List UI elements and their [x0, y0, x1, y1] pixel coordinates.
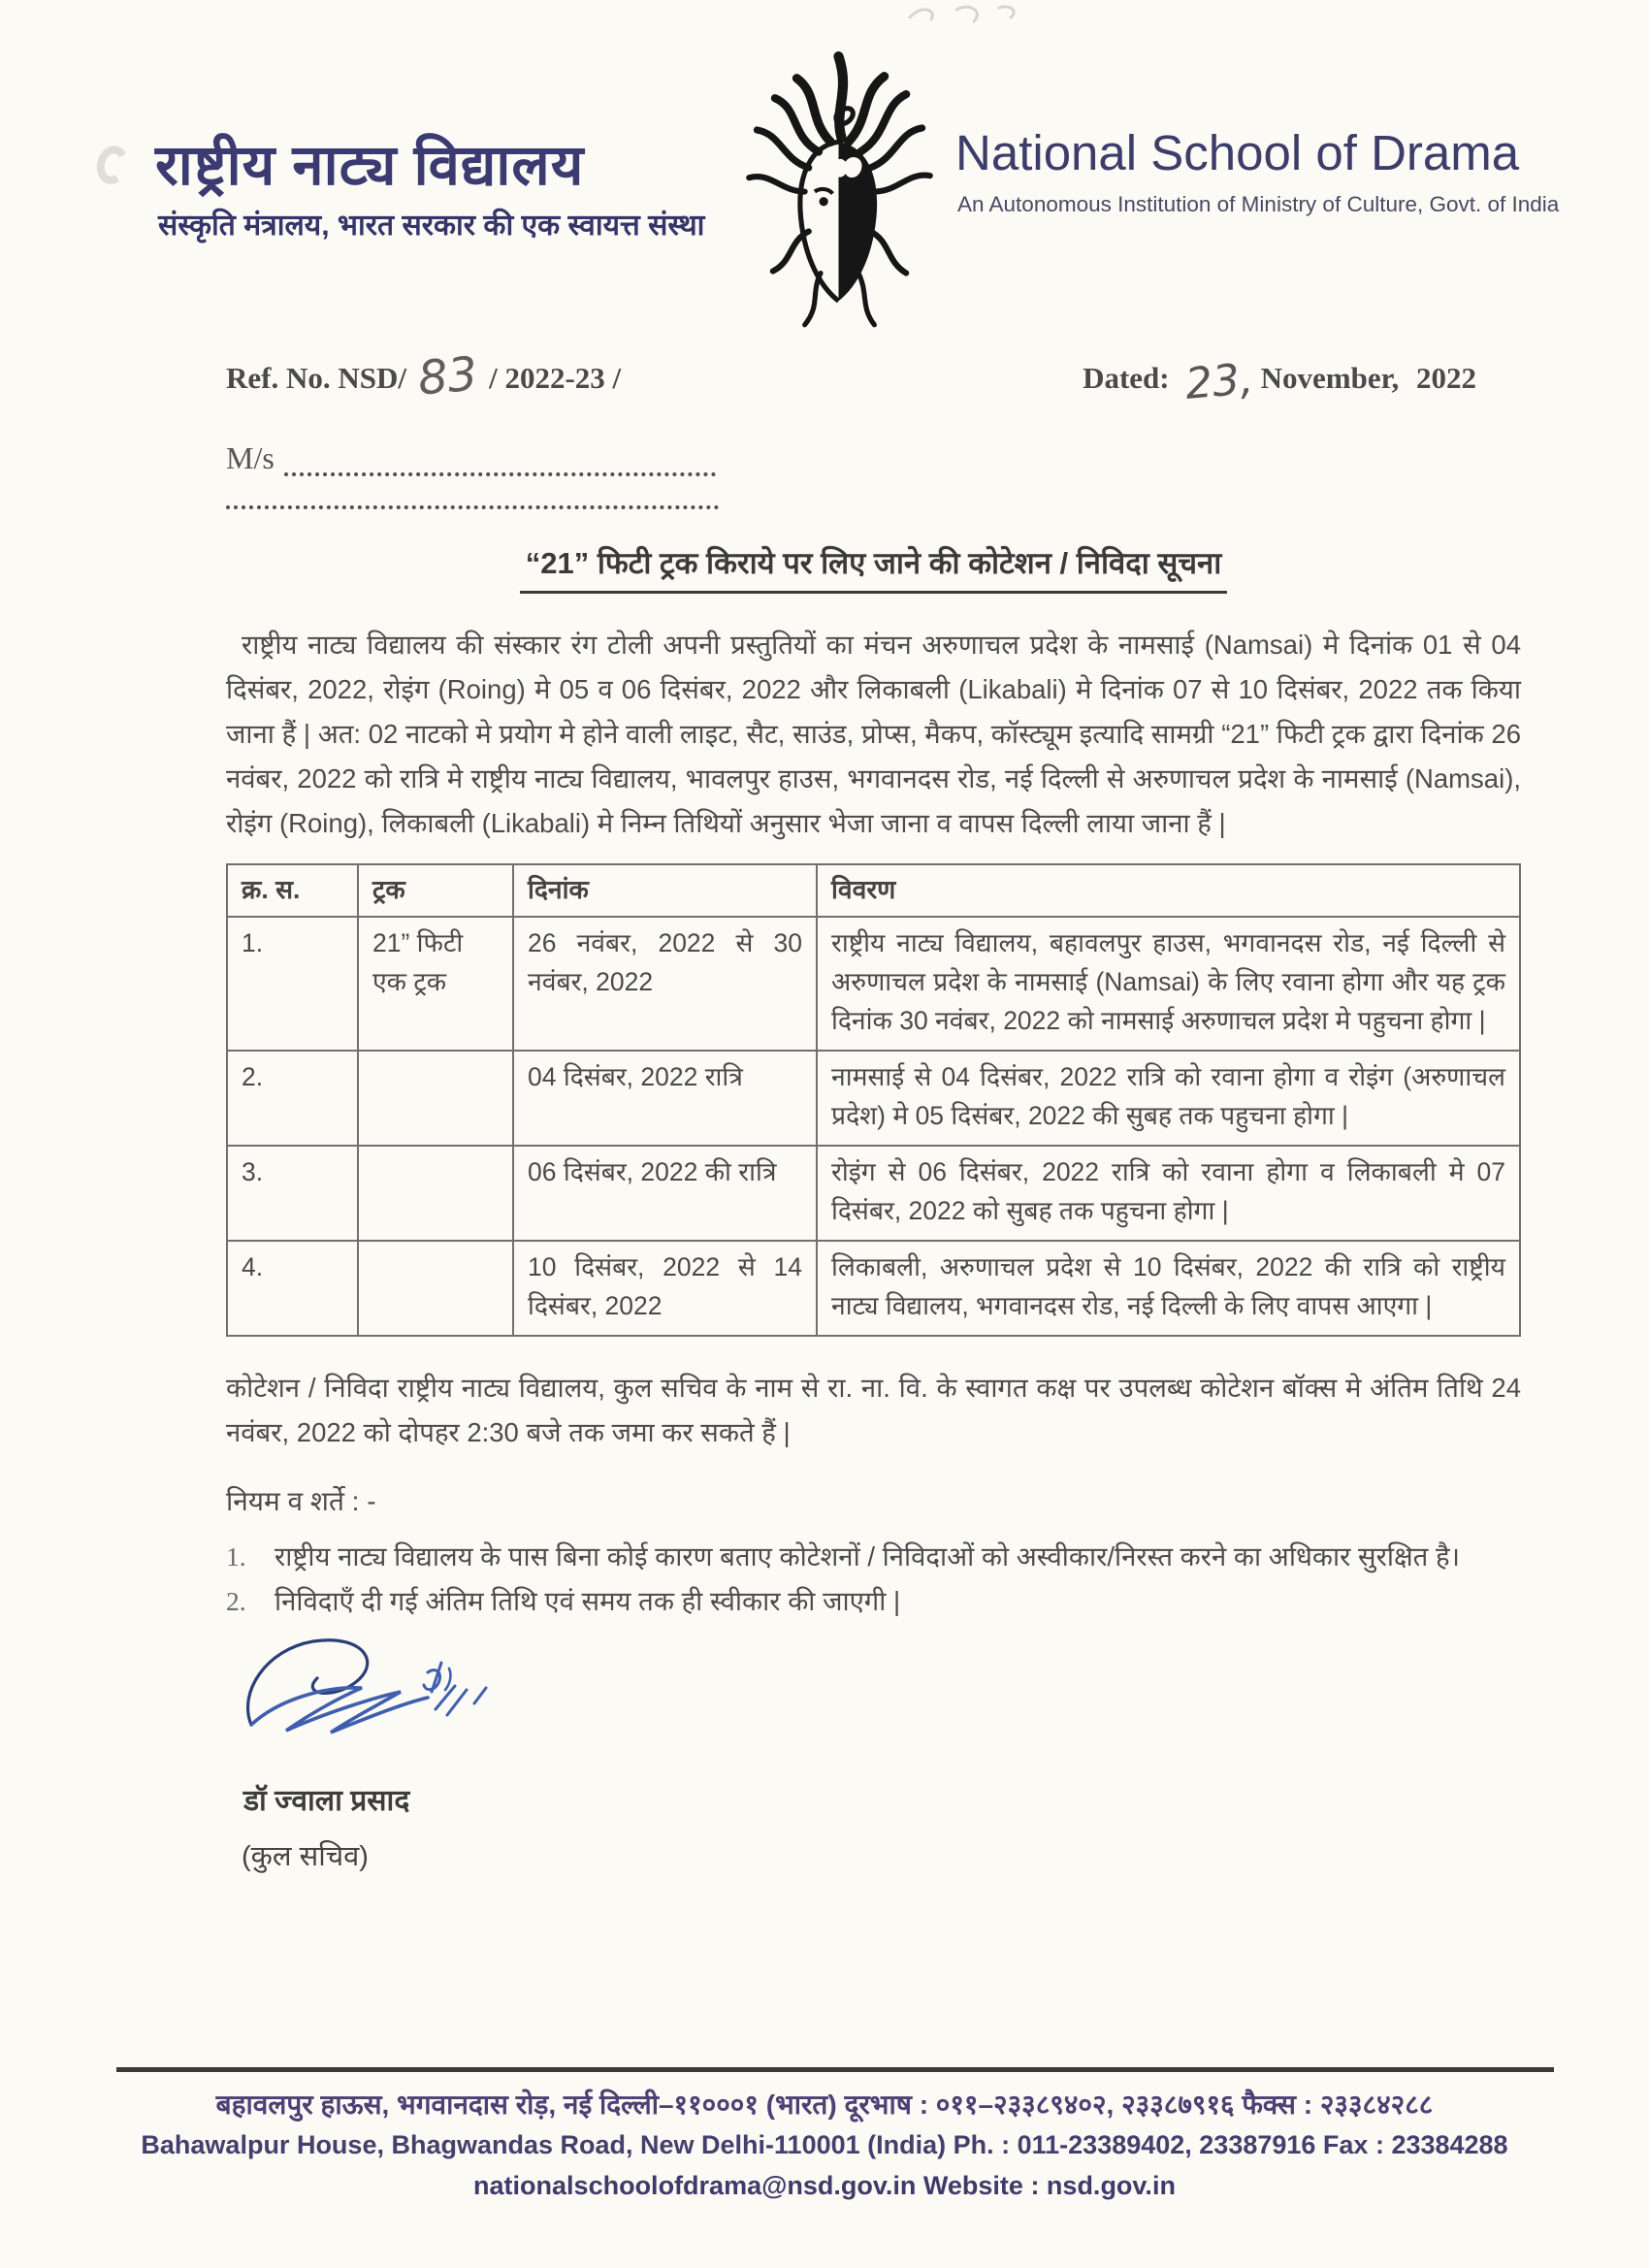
col-header-date: दिनांक: [513, 864, 817, 917]
scan-artifact-mark: [93, 143, 133, 188]
nsd-drama-mask-logo-icon: [739, 50, 938, 332]
list-item-number: 2.: [226, 1586, 246, 1616]
cell-sno: 3.: [227, 1146, 358, 1241]
table-row: [227, 1146, 1520, 1241]
signatory-name: डॉ ज्वाला प्रसाद: [243, 1785, 410, 1817]
ref-prefix: Ref. No. NSD/: [226, 361, 406, 395]
cell-details: लिकाबली, अरुणाचल प्रदेश से 10 दिसंबर, 2022 की रात्रि को राष्ट्रीय नाट्य विद्यालय, भगवानदस रोड, नई दिल्ली के लिए वापस आएगा |: [817, 1241, 1520, 1336]
footer-address-english: Bahawalpur House, Bhagwandas Road, New Delhi-110001 (India) Ph. : 011-23389402, 23387916 Fax : 23384288: [141, 2130, 1508, 2159]
list-item-number: 1.: [226, 1541, 246, 1571]
reference-row: [226, 346, 1521, 409]
submission-paragraph: कोटेशन / निविदा राष्ट्रीय नाट्य विद्यालय, कुल सचिव के नाम से रा. ना. वि. के स्वागत कक्ष पर उपलब्ध कोटेशन बॉक्स मे अंतिम तिथि 24 नवंबर, 2022 को दोपहर 2:30 बजे तक जमा कर सकते हैं |: [226, 1373, 1521, 1447]
addressee-line: [226, 440, 1521, 476]
ref-suffix: / 2022-23 /: [489, 361, 622, 395]
table-row: [227, 917, 1520, 1051]
notice-title: “21” फिटी ट्रक किराये पर लिए जाने की कोटेशन / निविदा सूचना: [520, 542, 1228, 594]
table-row: [227, 1241, 1520, 1336]
table-row: [227, 1051, 1520, 1146]
list-item: [226, 1535, 1521, 1579]
signature-block: [226, 1630, 1521, 1874]
reference-number: [226, 346, 622, 406]
footer-divider: [116, 2067, 1554, 2072]
footer-address-hindi: बहावलपुर हाऊस, भगवानदास रोड़, नई दिल्ली–११०००१ (भारत) दूरभाष : ०११–२३३८९४०२, २३३८७९१६ फैक्स : २३३८४२८८: [215, 2090, 1434, 2120]
pen-scribble-artifact: [902, 0, 1038, 25]
cell-details: रोइंग से 06 दिसंबर, 2022 रात्रि को रवाना होगा व लिकाबली मे 07 दिसंबर, 2022 को सुबह तक पहुचना होगा |: [817, 1146, 1520, 1241]
footer-email-website: nationalschoolofdrama@nsd.gov.in Website : nsd.gov.in: [473, 2171, 1176, 2200]
org-tagline-english: An Autonomous Institution of Ministry of Culture, Govt. of India: [957, 192, 1560, 216]
signature-ink-icon: [236, 1630, 517, 1775]
dated-label: Dated:: [1083, 361, 1170, 395]
date-month-year: November, 2022: [1260, 361, 1476, 395]
intro-paragraph: राष्ट्रीय नाट्य विद्यालय की संस्कार रंग टोली अपनी प्रस्तुतियों का मंचन अरुणाचल प्रदेश के नामसाई (Namsai) मे दिनांक 01 से 04 दिसंबर, 2022, रोइंग (Roing) मे 05 व 06 दिसंबर, 2022 और लिकाबली (Likabali) मे दिनांक 07 से 10 दिसंबर, 2022 तक किया जाना हैं | अत: 02 नाटको मे प्रयोग मे होने वाली लाइट, सैट, साउंड, प्रोप्स, मैकप, कॉस्ट्यूम इत्यादि सामग्री “21” फिटी ट्रक द्वारा दिनांक 26 नवंबर, 2022 को रात्रि मे राष्ट्रीय नाट्य विद्यालय, भावलपुर हाउस, भगवानदस रोड, नई दिल्ली से अरुणाचल प्रदेश के नामसाई (Namsai), रोइंग (Roing), लिकाबली (Likabali) मे निम्न तिथियों अनुसार भेजा जाना व वापस दिल्ली लाया जाना हैं |: [226, 630, 1521, 838]
dotted-fill-line: [226, 502, 719, 509]
ms-label: M/s: [226, 440, 275, 475]
cell-date: 10 दिसंबर, 2022 से 14 दिसंबर, 2022: [513, 1241, 817, 1336]
letter-body: [226, 346, 1521, 1874]
cell-sno: 2.: [227, 1051, 358, 1146]
signatory-designation: (कुल सचिव): [242, 1841, 369, 1872]
ref-number-handwritten: 83: [415, 346, 480, 406]
org-tagline-hindi: संस्कृति मंत्रालय, भारत सरकार की एक स्वायत्त संस्था: [158, 210, 705, 242]
truck-schedule-table: [226, 863, 1521, 1337]
table-header-row: [227, 864, 1520, 917]
terms-list: [226, 1535, 1521, 1624]
col-header-truck: ट्रक: [358, 864, 513, 917]
cell-truck: [358, 1146, 513, 1241]
date-day-handwritten: 23,: [1182, 354, 1255, 409]
col-header-sno: क्र. स.: [227, 864, 358, 917]
list-item-text: निविदाएँ दी गई अंतिम तिथि एवं समय तक ही स्वीकार की जाएगी |: [275, 1586, 901, 1616]
list-item: [226, 1579, 1521, 1624]
org-name-english: National School of Drama: [955, 125, 1520, 180]
cell-sno: 1.: [227, 917, 358, 1051]
notice-title-wrap: [226, 542, 1521, 594]
list-item-text: राष्ट्रीय नाट्य विद्यालय के पास बिना कोई कारण बताए कोटेशनों / निविदाओं को अस्वीकार/निरस्त करने का अधिकार सुरक्षित है।: [275, 1541, 1461, 1571]
cell-details: राष्ट्रीय नाट्य विद्यालय, बहावलपुर हाउस, भगवानदस रोड, नई दिल्ली से अरुणाचल प्रदेश के नामसाई (Namsai) के लिए रवाना होगा और यह ट्रक दिनांक 30 नवंबर, 2022 को नामसाई अरुणाचल प्रदेश मे पहुचना होगा |: [817, 917, 1520, 1051]
terms-heading: नियम व शर्ते : -: [226, 1486, 376, 1516]
cell-details: नामसाई से 04 दिसंबर, 2022 रात्रि को रवाना होगा व रोइंग (अरुणाचल प्रदेश) मे 05 दिसंबर, 2022 की सुबह तक पहुचना होगा |: [817, 1051, 1520, 1146]
cell-truck: 21” फिटी एक ट्रक: [358, 917, 513, 1051]
col-header-details: विवरण: [817, 864, 1520, 917]
org-name-hindi: राष्ट्रीय नाट्य विद्यालय: [155, 134, 585, 197]
cell-sno: 4.: [227, 1241, 358, 1336]
cell-date: 26 नवंबर, 2022 से 30 नवंबर, 2022: [513, 917, 817, 1051]
cell-date: 06 दिसंबर, 2022 की रात्रि: [513, 1146, 817, 1241]
cell-date: 04 दिसंबर, 2022 रात्रि: [513, 1051, 817, 1146]
dated-line: [1083, 354, 1476, 409]
cell-truck: [358, 1051, 513, 1146]
cell-truck: [358, 1241, 513, 1336]
dotted-fill-line: [284, 469, 716, 476]
